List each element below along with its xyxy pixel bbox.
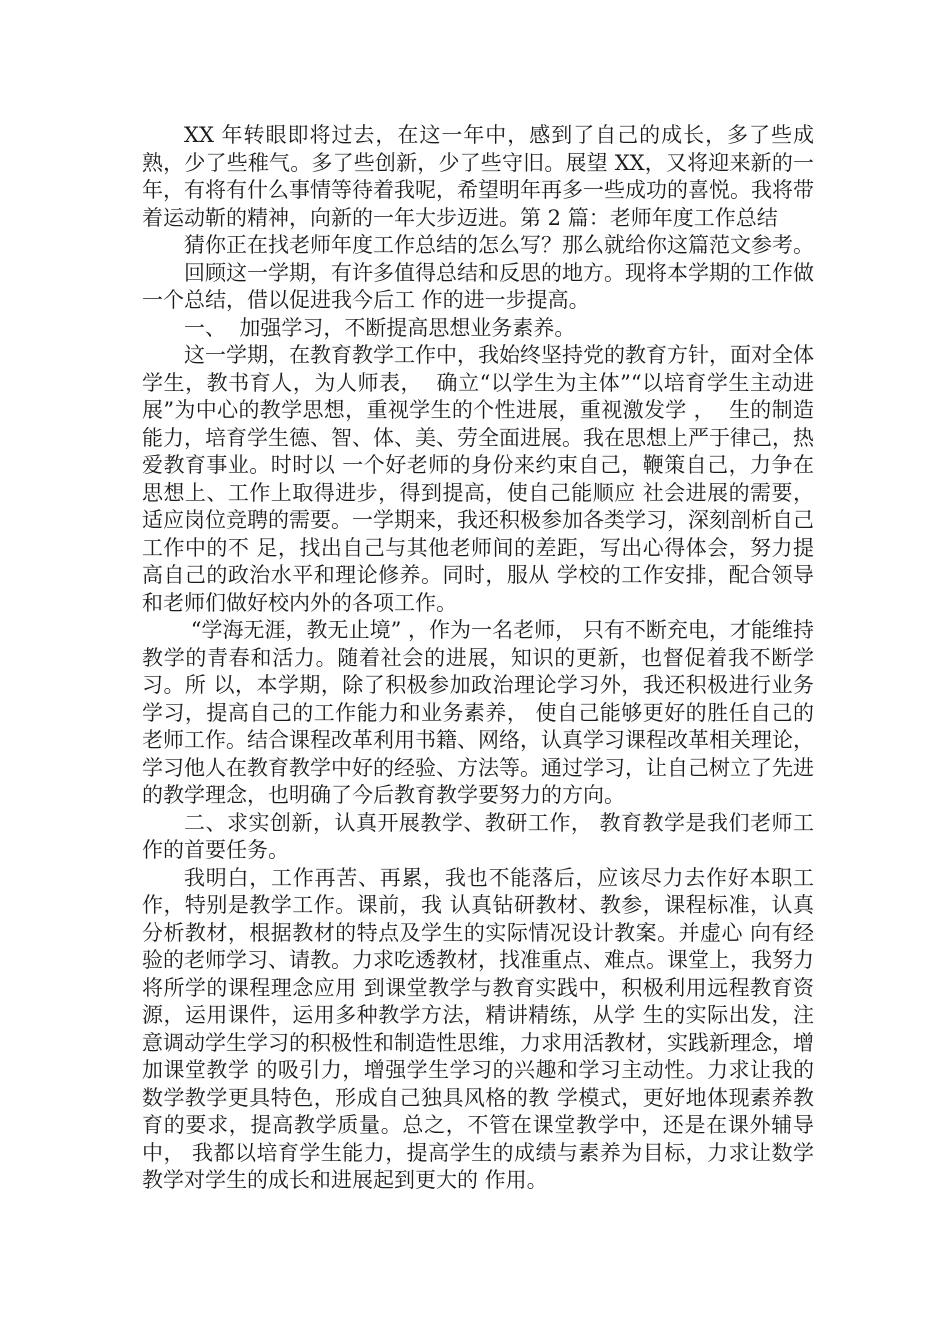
paragraph-section-2-body: 我明白，工作再苦、再累，我也不能落后，应该尽力去作好本职工作，特别是教学工作。课前，我 认真钻研教材、教参，课程标准，认真分析教材，根据教材的特点及学生的实际情况设计教案。并虚心 向有经验的老师学习、请教。力求吃透教材，找准重点、难点。课堂上，我努力将所学的课程理念应用 到课堂教学与教育实践中，积极利用远程教育资 源，运用课件，运用多种教学方法，精讲精练，从学 生的实际出发，注意调动学生学习的积极性和制造性思维，力求用活教材，实践新理念，增加课堂教学 的吸引力，增强学生学习的兴趣和学习主动性。力求让我的数学教学更具特色，形成自己独具风格的教 学模式，更好地体现素养教育的要求，提高教学质量。总之，不管在课堂教学中，还是在课外辅导中， 我都以培育学生能力，提高学生的成绩与素养为目标，力求让数学教学对学生的成长和进展起到更大的 作用。 xyxy=(142,865,821,1192)
document-body xyxy=(142,122,821,1195)
paragraph-section-1-body: 这一学期，在教育教学工作中，我始终坚持党的教育方针，面对全体学生，教书育人，为人师表， 确立“以学生为主体”“以培育学生主动进展”为中心的教学思想，重视学生的个性进展，重视激发学 ， 生的制造能力，培育学生德、智、体、美、劳全面进展。我在思想上严于律己，热爱教育事业。时时以 一个好老师的身份来约束自己，鞭策自己，力争在思想上、工作上取得进步，得到提高，使自己能顺应 社会进展的需要，适应岗位竞聘的需要。一学期来，我还积极参加各类学习，深刻剖析自己工作中的不 足，找出自己与其他老师间的差距，写出心得体会，努力提高自己的政治水平和理论修养。同时，服从 学校的工作安排，配合领导和老师们做好校内外的各项工作。 xyxy=(142,343,814,615)
section-heading-1: 一、 加强学习，不断提高思想业务素养。 xyxy=(184,315,576,340)
paragraph-review: 回顾这一学期，有许多值得总结和反思的地方。现将本学期的工作做一个总结，借以促进我今后工 作的进一步提高。 xyxy=(142,260,814,312)
paragraph-continuous-learning: “学海无涯，教无止境” ，作为一名老师， 只有不断充电，才能维持教学的青春和活力。随着社会的进展，知识的更新，也督促着我不断学习。所 以，本学期，除了积极参加政治理论学习外，我还积极进行业务学习，提高自己的工作能力和业务素养， 使自己能够更好的胜任自己的老师工作。结合课程改革利用书籍、网络，认真学习课程改革相关理论， 学习他人在教育教学中好的经验、方法等。通过学习，让自己树立了先进的教学理念，也明确了今后教育教学要努力的方向。 xyxy=(142,618,821,807)
section-heading-2: 二、求实创新，认真开展教学、教研工作， 教育教学是我们老师工作的首要任务。 xyxy=(142,810,814,862)
paragraph-lead-in: 猜你正在找老师年度工作总结的怎么写？那么就给你这篇范文参考。 xyxy=(184,233,814,257)
paragraph-intro-summary: XX 年转眼即将过去，在这一年中，感到了自己的成长，多了些成熟，少了些稚气。多了些创新，少了些守旧。展望 XX，又将迎来新的一年，有将有什么事情等待着我呢，希望明年再多一些成功的喜悦。我将带着运动靳的精神，向新的一年大步迈进。第 2 篇：老师年度工作总结 xyxy=(142,123,814,230)
